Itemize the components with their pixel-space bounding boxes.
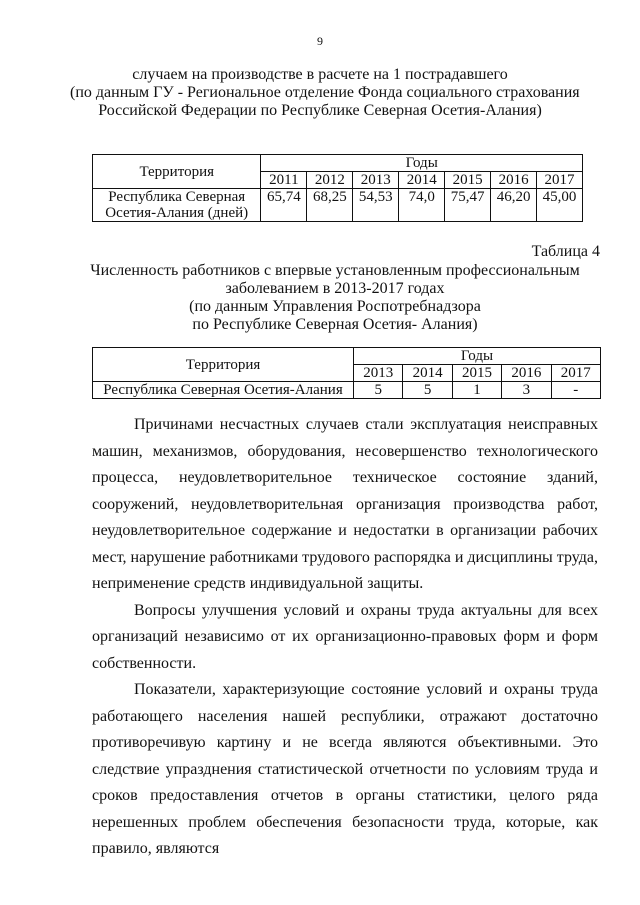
- year-cell: 2012: [307, 172, 353, 189]
- value-cell: 68,25: [307, 189, 353, 222]
- table-row: [93, 382, 601, 399]
- years-header: Годы: [261, 155, 583, 172]
- caption-line: (по данным Управления Роспотребнадзора: [189, 298, 481, 315]
- year-cell: 2017: [537, 172, 583, 189]
- caption-line: случаем на производстве в расчете на 1 пострадавшего: [132, 66, 508, 83]
- caption-line: Российской Федерации по Республике Северная Осетия-Алания): [98, 102, 542, 119]
- table-label: Таблица 4: [531, 243, 600, 260]
- caption-line: Численность работников с впервые установленным профессиональным: [90, 262, 580, 279]
- table-row: [93, 189, 583, 222]
- value-cell: 54,53: [353, 189, 399, 222]
- caption-line: заболеванием в 2013-2017 годах: [225, 280, 445, 297]
- table3-caption: [70, 66, 580, 120]
- year-cell: 2011: [261, 172, 307, 189]
- value-cell: 65,74: [261, 189, 307, 222]
- table-header-row: [93, 348, 601, 365]
- year-cell: 2015: [445, 172, 491, 189]
- paragraph: Причинами несчастных случаев стали эксплуатация неисправных машин, механизмов, оборудования, несовершенство технологического процесса, неудовлетворительное техническое состояние зданий, сооружений, неудовлетворительная организация производства работ, неудовлетворительное содержание и недостатки в организации рабочих мест, нарушение работниками трудового распорядка и дисциплины труда, неприменение средств индивидуальной защиты.: [92, 416, 598, 592]
- row-label: Республика Северная Осетия-Алания (дней): [93, 189, 261, 222]
- paragraph: Показатели, характеризующие состояние условий и охраны труда работающего населения нашей республики, отражают достаточно противоречивую картину и не всегда являются объективными. Это следствие упразднения статистической отчетности по условиям труда и сроков предоставления отчетов в органы статистики, целого ряда нерешенных проблем обеспечения безопасности труда, которые, как правило, являются: [92, 681, 598, 857]
- body-text: [92, 412, 598, 863]
- value-cell: 3: [502, 382, 551, 399]
- value-cell: 74,0: [399, 189, 445, 222]
- year-cell: 2013: [354, 365, 403, 382]
- paragraph: Вопросы улучшения условий и охраны труда актуальны для всех организаций независимо от их организационно-правовых форм и форм собственности.: [92, 601, 598, 672]
- year-cell: 2015: [452, 365, 501, 382]
- year-cell: 2016: [502, 365, 551, 382]
- value-cell: 45,00: [537, 189, 583, 222]
- value-cell: 75,47: [445, 189, 491, 222]
- table-header-row: [93, 155, 583, 172]
- page-number: 9: [317, 34, 323, 48]
- territory-header: Территория: [93, 348, 354, 382]
- value-cell: 46,20: [491, 189, 537, 222]
- value-cell: -: [551, 382, 600, 399]
- caption-line: (по данным ГУ - Региональное отделение Фонда социального страхования: [70, 84, 580, 101]
- table4-caption: [80, 262, 590, 334]
- value-cell: 1: [452, 382, 501, 399]
- table-injury-days: [92, 154, 583, 222]
- year-cell: 2013: [353, 172, 399, 189]
- territory-header: Территория: [93, 155, 261, 189]
- year-cell: 2017: [551, 365, 600, 382]
- value-cell: 5: [403, 382, 452, 399]
- year-cell: 2016: [491, 172, 537, 189]
- year-cell: 2014: [399, 172, 445, 189]
- caption-line: по Республике Северная Осетия- Алания): [192, 316, 478, 333]
- years-header: Годы: [354, 348, 601, 365]
- table-occupational-disease: [92, 347, 601, 399]
- row-label: Республика Северная Осетия-Алания: [93, 382, 354, 399]
- year-cell: 2014: [403, 365, 452, 382]
- value-cell: 5: [354, 382, 403, 399]
